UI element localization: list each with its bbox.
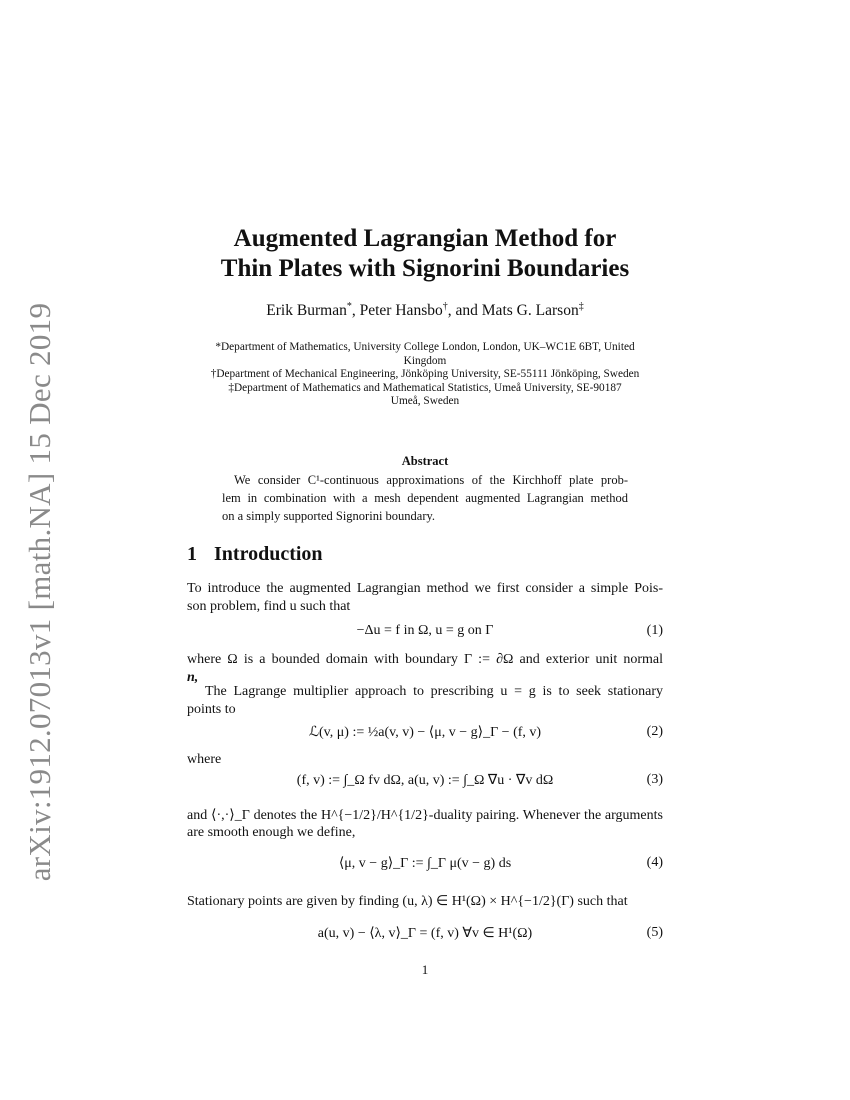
text-line: are smooth enough we define,	[187, 825, 356, 840]
affiliation-line: *Department of Mathematics, University College London, London, UK–WC1E 6BT, United	[215, 341, 635, 353]
text-line: The Lagrange multiplier approach to prescribing u = g is to seek stationary	[205, 684, 663, 699]
section-heading: 1 Introduction	[187, 543, 323, 565]
equation-number: (3)	[646, 772, 663, 787]
equation-number: (1)	[646, 623, 663, 638]
text-line: To introduce the augmented Lagrangian method we first consider a simple Pois-	[187, 581, 663, 596]
affiliation-line: †Department of Mechanical Engineering, Jönköping University, SE-55111 Jönköping, Sweden	[210, 368, 640, 380]
abstract-heading: Abstract	[401, 454, 449, 468]
equation-number: (2)	[646, 724, 663, 739]
text-line: son problem, find u such that	[187, 599, 351, 614]
authors: Erik Burman*, Peter Hansbo†, and Mats G. Larson‡	[266, 301, 584, 320]
affiliations	[187, 341, 663, 409]
text-line: and ⟨·,·⟩_Γ denotes the H^{−1/2}/H^{1/2}-duality pairing. Whenever the arguments	[187, 808, 663, 823]
text-line: where Ω is a bounded domain with boundary Γ := ∂Ω and exterior unit normal	[187, 652, 663, 667]
abstract-line: on a simply supported Signorini boundary.	[222, 508, 436, 523]
text-line: Stationary points are given by finding (u, λ) ∈ H¹(Ω) × H^{−1/2}(Γ) such that	[187, 894, 628, 909]
arxiv-identifier: arXiv:1912.07013v1 [math.NA] 15 Dec 2019	[22, 302, 57, 882]
text-line: where	[187, 752, 222, 767]
affiliation-line: Kingdom	[403, 354, 447, 367]
equation-1: −Δu = f in Ω, u = g on Γ	[356, 623, 494, 638]
text-line: n,	[187, 670, 199, 685]
equation-5: a(u, v) − ⟨λ, v⟩_Γ = (f, v) ∀v ∈ H¹(Ω)	[317, 926, 533, 941]
equation-2: ℒ(v, μ) := ½a(v, v) − ⟨μ, v − g⟩_Γ − (f, v)	[308, 725, 542, 740]
affiliation-line: ‡Department of Mathematics and Mathematical Statistics, Umeå University, SE-90187	[228, 381, 622, 394]
equation-4: ⟨μ, v − g⟩_Γ := ∫_Γ μ(v − g) ds	[338, 856, 512, 871]
affiliation-line: Umeå, Sweden	[390, 395, 460, 407]
title-line-1: Augmented Lagrangian Method for	[233, 225, 617, 252]
equation-number: (5)	[646, 925, 663, 940]
equation-3: (f, v) := ∫_Ω fv dΩ, a(u, v) := ∫_Ω ∇u · ∇v dΩ	[296, 773, 554, 788]
text-line: points to	[187, 702, 236, 717]
abstract-body	[222, 472, 628, 525]
abstract-line: We consider C¹-continuous approximations of the Kirchhoff plate prob-	[234, 473, 628, 487]
page-number: 1	[421, 962, 429, 977]
abstract-line: lem in combination with a mesh dependent augmented Lagrangian method	[222, 490, 628, 505]
title-line-2: Thin Plates with Signorini Boundaries	[220, 255, 630, 282]
equation-number: (4)	[646, 855, 663, 870]
